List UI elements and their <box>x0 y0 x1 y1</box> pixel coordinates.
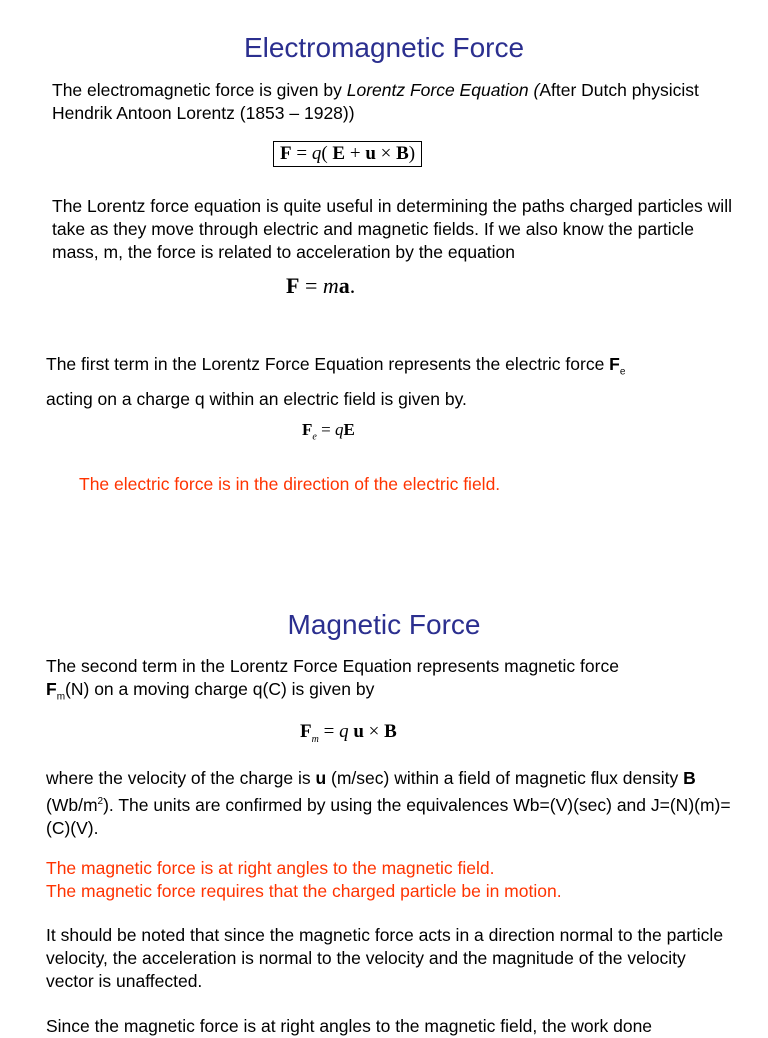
eq-u: u <box>365 143 376 164</box>
electric-force-text-pre: The first term in the Lorentz Force Equation represents the electric force <box>46 354 610 374</box>
fm-u: u <box>353 721 364 742</box>
mf-intro-post: (N) on a moving charge q(C) is given by <box>65 679 375 699</box>
eq-times: × <box>375 143 397 164</box>
fm-F: F <box>300 721 312 742</box>
fe-q: q <box>334 420 344 439</box>
eq-plus: + <box>345 143 366 164</box>
vf-c: (Wb/m <box>46 794 98 815</box>
velocity-unaffected-paragraph: It should be noted that since the magnetic force acts in a direction normal to the particle velocity, the acceleration is normal to the velocity and the magnitude of the velocity vector is unaffected. <box>46 925 724 991</box>
fe-sub: e <box>312 431 317 443</box>
magnetic-force-intro-paragraph <box>46 655 746 709</box>
fma-F: F <box>286 273 300 298</box>
fm-q: q <box>339 721 349 742</box>
eq-equals: = <box>291 143 312 164</box>
vf-u: u <box>315 768 327 788</box>
mf-intro-pre: The second term in the Lorentz Force Equation represents magnetic force <box>46 656 619 676</box>
electric-force-symbol: F <box>609 354 620 374</box>
intro-text-pre: The electromagnetic force is given by <box>52 80 347 100</box>
newton-second-law-equation <box>286 273 355 299</box>
fm-B: B <box>384 721 397 742</box>
magnetic-note-right-angles: The magnetic force is at right angles to the magnetic field. <box>46 858 495 878</box>
eq-F: F <box>280 143 292 164</box>
electric-force-equation <box>302 420 355 442</box>
vf-b: (m/sec) within a field of magnetic flux density <box>326 768 684 788</box>
work-done-paragraph-cut: Since the magnetic force is at right angles to the magnetic field, the work done <box>46 1016 653 1036</box>
fm-sub: m <box>311 733 319 745</box>
vf-B: B <box>683 768 696 788</box>
fma-a: a <box>338 273 350 298</box>
magnetic-force-equation <box>300 721 397 745</box>
magnetic-force-notes <box>46 857 736 903</box>
electric-force-text-post: acting on a charge q within an electric field is given by. <box>46 388 467 409</box>
vf-d: ). The units are confirmed by using the equivalences Wb=(V)(sec) and J=(N)(m)=(C)(V). <box>46 794 731 838</box>
fe-eq: = <box>316 420 335 439</box>
intro-paragraph <box>52 79 732 125</box>
lorentz-usefulness-paragraph: The Lorentz force equation is quite useful in determining the paths charged particles will take as they move through electric and magnetic fields. If we also know the particle mass, m, the force is related to acceleration by the equation <box>52 196 732 262</box>
fm-eq: = <box>318 721 340 742</box>
vf-a: where the velocity of the charge is <box>46 768 316 788</box>
eq-lparen: ( <box>321 143 333 164</box>
magnetic-note-motion: The magnetic force requires that the charged particle be in motion. <box>46 881 562 901</box>
electric-force-subscript: e <box>619 366 626 378</box>
fma-dot: . <box>349 273 356 298</box>
intro-text-italic: Lorentz Force Equation ( <box>346 80 540 100</box>
electric-force-paragraph <box>46 351 746 412</box>
fm-times: × <box>363 721 385 742</box>
vf-sup: 2 <box>97 796 104 807</box>
mf-intro-subscript: m <box>56 691 66 703</box>
fe-F: F <box>302 420 313 439</box>
eq-q: q <box>311 143 322 164</box>
title-magnetic-force: Magnetic Force <box>287 609 481 640</box>
electric-force-direction-note: The electric force is in the direction of the electric field. <box>79 474 501 494</box>
intro-text-post: After Dutch physicist Hendrik Antoon Lorentz (1853 – 1928)) <box>52 80 699 123</box>
mf-intro-symbol: F <box>46 679 57 699</box>
title-electromagnetic-force: Electromagnetic Force <box>243 32 525 63</box>
eq-E: E <box>332 143 346 164</box>
fma-eq: = <box>299 273 323 298</box>
fma-m: m <box>322 273 339 298</box>
velocity-flux-paragraph <box>46 767 736 840</box>
eq-B: B <box>396 143 409 164</box>
lorentz-force-equation <box>273 141 422 167</box>
fe-E: E <box>343 420 355 439</box>
eq-rparen: ) <box>408 143 416 164</box>
